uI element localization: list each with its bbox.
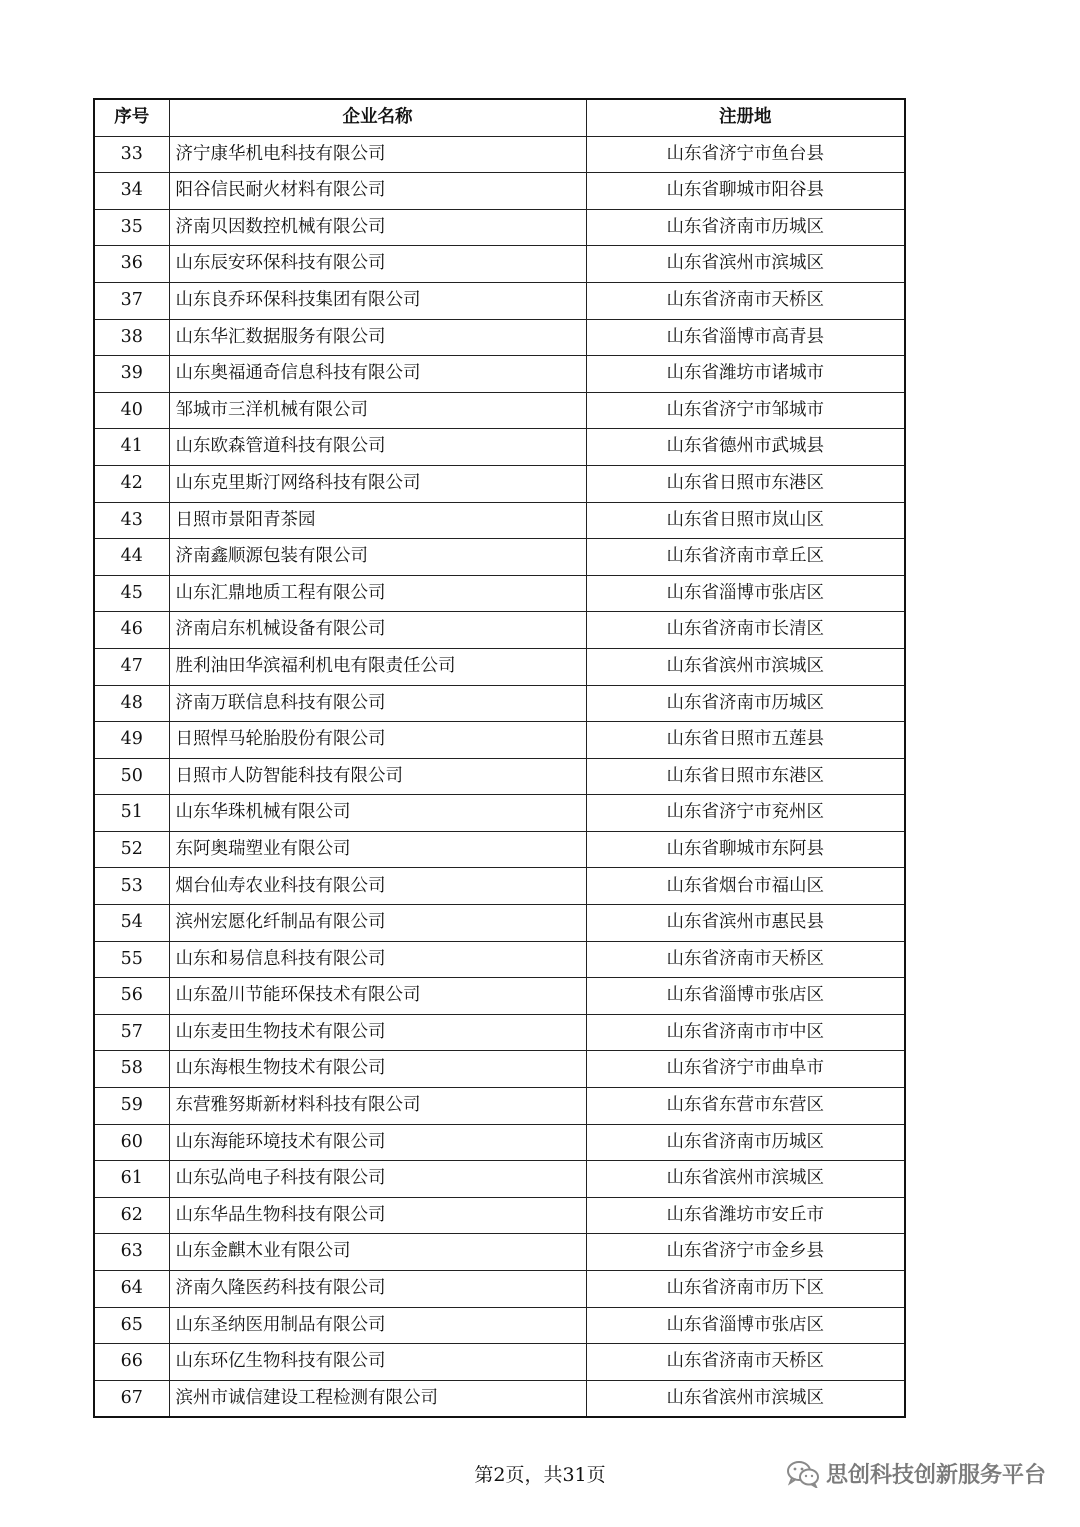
registered-location-cell: 山东省济宁市曲阜市 xyxy=(586,1051,905,1088)
company-name-cell: 滨州宏愿化纤制品有限公司 xyxy=(169,905,586,942)
table-row xyxy=(94,502,905,539)
table-row xyxy=(94,392,905,429)
registered-location-cell: 山东省淄博市张店区 xyxy=(586,978,905,1015)
seq-cell: 40 xyxy=(94,392,169,429)
table-row xyxy=(94,319,905,356)
company-name-cell: 山东辰安环保科技有限公司 xyxy=(169,246,586,283)
company-name-cell: 山东欧森管道科技有限公司 xyxy=(169,429,586,466)
company-name-cell: 日照市景阳青茶园 xyxy=(169,502,586,539)
company-name-cell: 山东奥福通奇信息科技有限公司 xyxy=(169,356,586,393)
company-name-cell: 山东弘尚电子科技有限公司 xyxy=(169,1161,586,1198)
table-row xyxy=(94,685,905,722)
seq-cell: 38 xyxy=(94,319,169,356)
company-name-cell: 山东盈川节能环保技术有限公司 xyxy=(169,978,586,1015)
registered-location-cell: 山东省济南市长清区 xyxy=(586,612,905,649)
table-row xyxy=(94,1344,905,1381)
company-name-cell: 山东克里斯汀网络科技有限公司 xyxy=(169,465,586,502)
company-name-cell: 济南启东机械设备有限公司 xyxy=(169,612,586,649)
seq-cell: 65 xyxy=(94,1307,169,1344)
seq-cell: 55 xyxy=(94,941,169,978)
table-row xyxy=(94,648,905,685)
company-name-cell: 山东海根生物技术有限公司 xyxy=(169,1051,586,1088)
seq-cell: 53 xyxy=(94,868,169,905)
registered-location-cell: 山东省济南市天桥区 xyxy=(586,941,905,978)
registered-location-cell: 山东省德州市武城县 xyxy=(586,429,905,466)
seq-cell: 35 xyxy=(94,209,169,246)
table-row xyxy=(94,868,905,905)
seq-cell: 63 xyxy=(94,1234,169,1271)
company-name-cell: 山东麦田生物技术有限公司 xyxy=(169,1014,586,1051)
company-name-cell: 山东华珠机械有限公司 xyxy=(169,795,586,832)
table-row xyxy=(94,795,905,832)
company-name-cell: 济南贝因数控机械有限公司 xyxy=(169,209,586,246)
registered-location-cell: 山东省日照市东港区 xyxy=(586,465,905,502)
table-row xyxy=(94,246,905,283)
company-name-cell: 济宁康华机电科技有限公司 xyxy=(169,136,586,173)
watermark-text: 思创科技创新服务平台 xyxy=(825,1463,1046,1488)
table-row xyxy=(94,539,905,576)
registered-location-cell: 山东省滨州市滨城区 xyxy=(586,246,905,283)
header-seq: 序号 xyxy=(94,99,169,136)
seq-cell: 61 xyxy=(94,1161,169,1198)
seq-cell: 58 xyxy=(94,1051,169,1088)
table-row xyxy=(94,1271,905,1308)
registered-location-cell: 山东省滨州市惠民县 xyxy=(586,905,905,942)
seq-cell: 60 xyxy=(94,1124,169,1161)
registered-location-cell: 山东省济南市天桥区 xyxy=(586,1344,905,1381)
seq-cell: 41 xyxy=(94,429,169,466)
registered-location-cell: 山东省潍坊市诸城市 xyxy=(586,356,905,393)
table-row xyxy=(94,282,905,319)
table-row xyxy=(94,1161,905,1198)
company-name-cell: 山东海能环境技术有限公司 xyxy=(169,1124,586,1161)
table-row xyxy=(94,173,905,210)
registered-location-cell: 山东省聊城市东阿县 xyxy=(586,831,905,868)
company-name-cell: 日照悍马轮胎股份有限公司 xyxy=(169,722,586,759)
table-row xyxy=(94,465,905,502)
registered-location-cell: 山东省淄博市张店区 xyxy=(586,1307,905,1344)
seq-cell: 52 xyxy=(94,831,169,868)
registered-location-cell: 山东省滨州市滨城区 xyxy=(586,1161,905,1198)
seq-cell: 56 xyxy=(94,978,169,1015)
seq-cell: 43 xyxy=(94,502,169,539)
seq-cell: 62 xyxy=(94,1197,169,1234)
registered-location-cell: 山东省滨州市滨城区 xyxy=(586,648,905,685)
table-row xyxy=(94,722,905,759)
registered-location-cell: 山东省日照市岚山区 xyxy=(586,502,905,539)
registered-location-cell: 山东省济宁市鱼台县 xyxy=(586,136,905,173)
page-number: 第2页，共31页 xyxy=(474,1464,606,1486)
company-name-cell: 济南万联信息科技有限公司 xyxy=(169,685,586,722)
seq-cell: 37 xyxy=(94,282,169,319)
seq-cell: 64 xyxy=(94,1271,169,1308)
seq-cell: 59 xyxy=(94,1088,169,1125)
table-row xyxy=(94,209,905,246)
company-name-cell: 山东和易信息科技有限公司 xyxy=(169,941,586,978)
wechat-icon xyxy=(786,1460,820,1488)
registered-location-cell: 山东省聊城市阳谷县 xyxy=(586,173,905,210)
header-company-name: 企业名称 xyxy=(169,99,586,136)
registered-location-cell: 山东省济宁市兖州区 xyxy=(586,795,905,832)
table-row xyxy=(94,1051,905,1088)
table-row xyxy=(94,136,905,173)
seq-cell: 50 xyxy=(94,758,169,795)
registered-location-cell: 山东省济南市历下区 xyxy=(586,1271,905,1308)
table-row xyxy=(94,758,905,795)
table-row xyxy=(94,612,905,649)
seq-cell: 57 xyxy=(94,1014,169,1051)
table-body xyxy=(94,136,905,1417)
company-name-cell: 山东圣纳医用制品有限公司 xyxy=(169,1307,586,1344)
seq-cell: 33 xyxy=(94,136,169,173)
table-row xyxy=(94,429,905,466)
seq-cell: 36 xyxy=(94,246,169,283)
table-row xyxy=(94,1307,905,1344)
table-row xyxy=(94,831,905,868)
registered-location-cell: 山东省济南市天桥区 xyxy=(586,282,905,319)
company-name-cell: 东营雅努斯新材料科技有限公司 xyxy=(169,1088,586,1125)
company-name-cell: 山东华汇数据服务有限公司 xyxy=(169,319,586,356)
registered-location-cell: 山东省济南市市中区 xyxy=(586,1014,905,1051)
registered-location-cell: 山东省淄博市张店区 xyxy=(586,575,905,612)
registered-location-cell: 山东省济宁市金乡县 xyxy=(586,1234,905,1271)
registered-location-cell: 山东省日照市东港区 xyxy=(586,758,905,795)
seq-cell: 45 xyxy=(94,575,169,612)
company-name-cell: 烟台仙寿农业科技有限公司 xyxy=(169,868,586,905)
table-row xyxy=(94,978,905,1015)
company-name-cell: 邹城市三洋机械有限公司 xyxy=(169,392,586,429)
table-row xyxy=(94,1380,905,1417)
table-header-row xyxy=(94,99,905,136)
table-row xyxy=(94,941,905,978)
seq-cell: 42 xyxy=(94,465,169,502)
registered-location-cell: 山东省日照市五莲县 xyxy=(586,722,905,759)
table-row xyxy=(94,1124,905,1161)
company-name-cell: 山东环亿生物科技有限公司 xyxy=(169,1344,586,1381)
seq-cell: 44 xyxy=(94,539,169,576)
company-name-cell: 滨州市诚信建设工程检测有限公司 xyxy=(169,1380,586,1417)
registered-location-cell: 山东省东营市东营区 xyxy=(586,1088,905,1125)
company-name-cell: 济南鑫顺源包装有限公司 xyxy=(169,539,586,576)
company-name-cell: 山东华品生物科技有限公司 xyxy=(169,1197,586,1234)
table-row xyxy=(94,1014,905,1051)
registered-location-cell: 山东省济宁市邹城市 xyxy=(586,392,905,429)
table-row xyxy=(94,1234,905,1271)
seq-cell: 34 xyxy=(94,173,169,210)
table-row xyxy=(94,905,905,942)
seq-cell: 39 xyxy=(94,356,169,393)
company-name-cell: 济南久隆医药科技有限公司 xyxy=(169,1271,586,1308)
company-table xyxy=(93,98,906,1418)
table-row xyxy=(94,356,905,393)
seq-cell: 66 xyxy=(94,1344,169,1381)
table-row xyxy=(94,575,905,612)
company-name-cell: 山东金麒木业有限公司 xyxy=(169,1234,586,1271)
registered-location-cell: 山东省滨州市滨城区 xyxy=(586,1380,905,1417)
registered-location-cell: 山东省济南市历城区 xyxy=(586,1124,905,1161)
seq-cell: 49 xyxy=(94,722,169,759)
table-row xyxy=(94,1088,905,1125)
header-registered-location: 注册地 xyxy=(586,99,905,136)
registered-location-cell: 山东省烟台市福山区 xyxy=(586,868,905,905)
company-name-cell: 阳谷信民耐火材料有限公司 xyxy=(169,173,586,210)
seq-cell: 67 xyxy=(94,1380,169,1417)
seq-cell: 54 xyxy=(94,905,169,942)
company-name-cell: 胜利油田华滨福利机电有限责任公司 xyxy=(169,648,586,685)
company-name-cell: 日照市人防智能科技有限公司 xyxy=(169,758,586,795)
company-name-cell: 山东汇鼎地质工程有限公司 xyxy=(169,575,586,612)
seq-cell: 48 xyxy=(94,685,169,722)
registered-location-cell: 山东省淄博市高青县 xyxy=(586,319,905,356)
registered-location-cell: 山东省济南市历城区 xyxy=(586,209,905,246)
watermark xyxy=(786,1458,1046,1489)
company-name-cell: 东阿奥瑞塑业有限公司 xyxy=(169,831,586,868)
registered-location-cell: 山东省济南市历城区 xyxy=(586,685,905,722)
seq-cell: 47 xyxy=(94,648,169,685)
table-row xyxy=(94,1197,905,1234)
seq-cell: 51 xyxy=(94,795,169,832)
seq-cell: 46 xyxy=(94,612,169,649)
registered-location-cell: 山东省济南市章丘区 xyxy=(586,539,905,576)
registered-location-cell: 山东省潍坊市安丘市 xyxy=(586,1197,905,1234)
company-name-cell: 山东良乔环保科技集团有限公司 xyxy=(169,282,586,319)
